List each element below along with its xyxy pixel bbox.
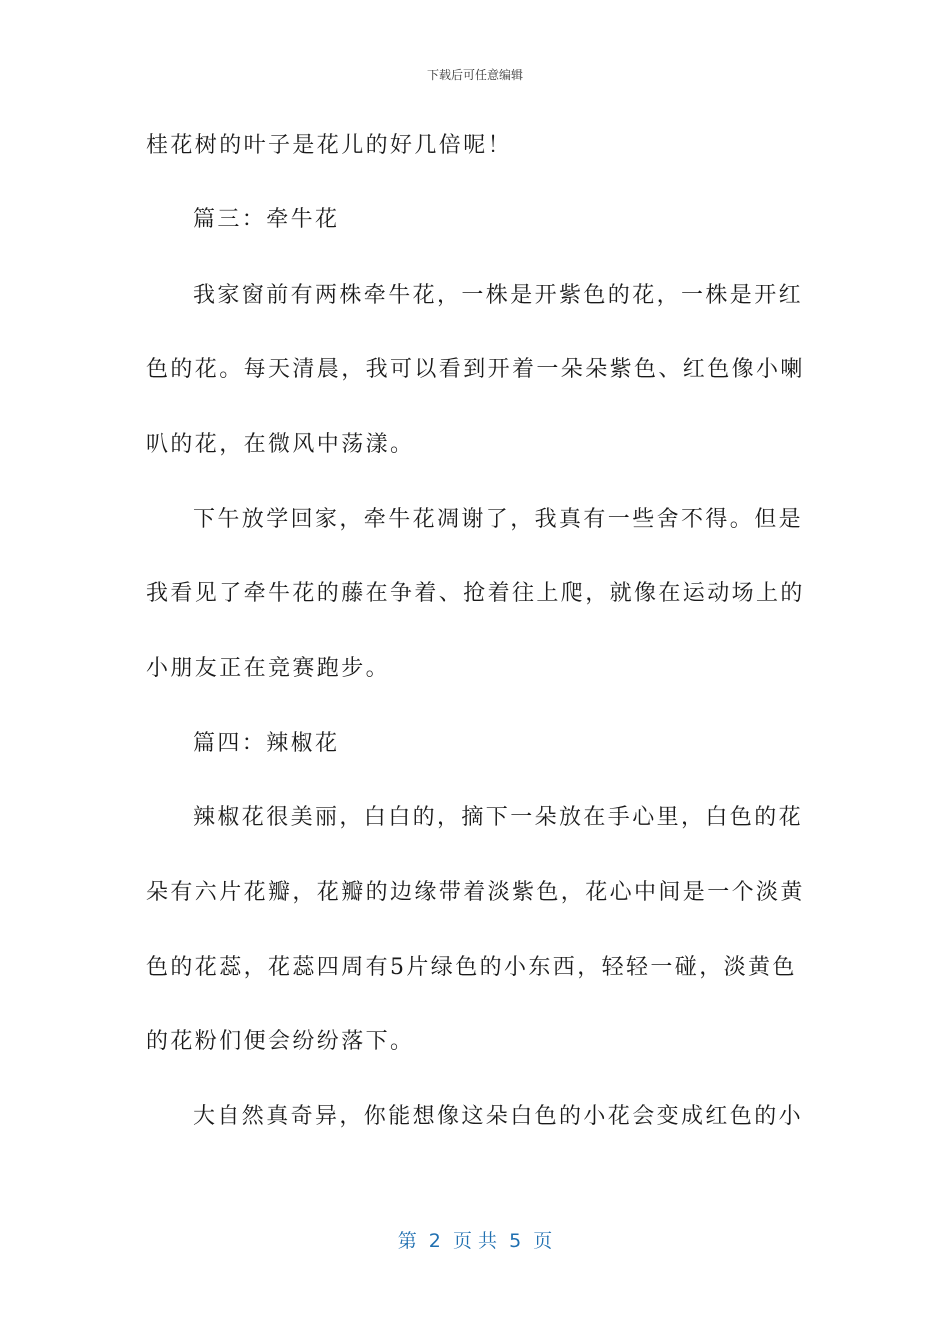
page-number-footer: 第 2 页 共 5 页 <box>397 1230 553 1252</box>
section-heading: 篇三：牵牛花 <box>193 207 340 232</box>
section-heading: 篇四：辣椒花 <box>193 731 340 756</box>
paragraph-line: 色的花。每天清晨，我可以看到开着一朵朵紫色、红色像小喇 <box>146 357 805 382</box>
paragraph-line: 叭的花，在微风中荡漾。 <box>146 432 415 457</box>
paragraph-line: 我家窗前有两株牵牛花，一株是开紫色的花，一株是开红 <box>193 283 804 308</box>
paragraph-line: 的花粉们便会纷纷落下。 <box>146 1029 415 1054</box>
paragraph-line: 色的花蕊，花蕊四周有5片绿色的小东西，轻轻一碰，淡黄色 <box>146 955 797 980</box>
paragraph-line: 桂花树的叶子是花儿的好几倍呢！ <box>146 133 513 158</box>
paragraph-line: 小朋友正在竞赛跑步。 <box>146 656 391 681</box>
paragraph-line: 朵有六片花瓣，花瓣的边缘带着淡紫色，花心中间是一个淡黄 <box>146 880 805 905</box>
paragraph-line: 辣椒花很美丽，白白的，摘下一朵放在手心里，白色的花 <box>193 805 804 830</box>
paragraph-line: 大自然真奇异，你能想像这朵白色的小花会变成红色的小 <box>193 1104 804 1129</box>
page-header: 下载后可任意编辑 <box>426 68 523 82</box>
paragraph-line: 下午放学回家，牵牛花凋谢了，我真有一些舍不得。但是 <box>193 507 804 532</box>
paragraph-line: 我看见了牵牛花的藤在争着、抢着往上爬，就像在运动场上的 <box>146 581 805 606</box>
